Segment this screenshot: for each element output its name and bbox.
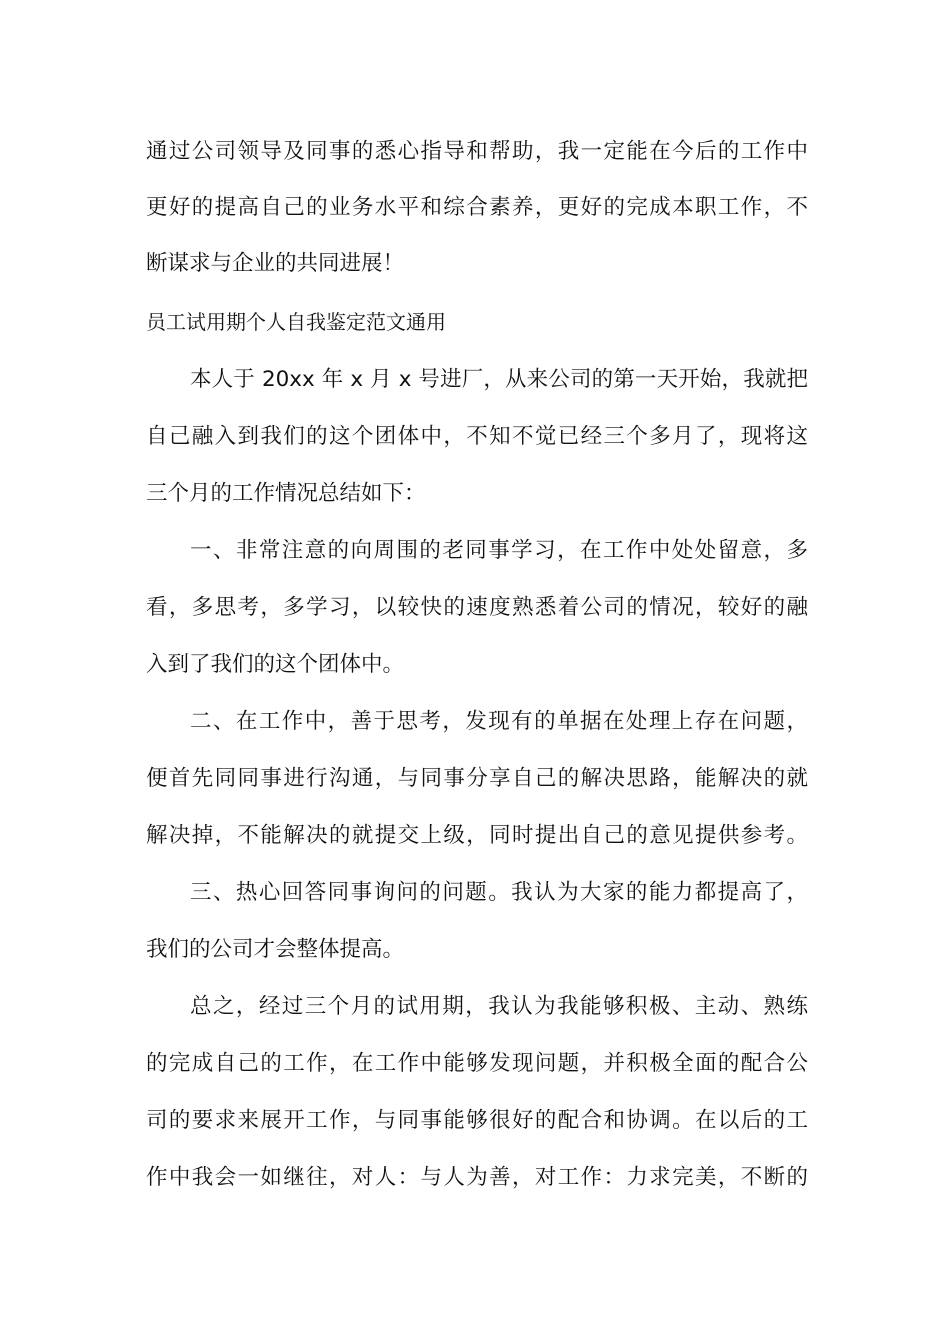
- text-line: 自己融入到我们的这个团体中，不知不觉已经三个多月了，现将这: [146, 424, 808, 449]
- text-line: 通过公司领导及同事的悉心指导和帮助，我一定能在今后的工作中: [146, 139, 808, 164]
- paragraph-first-line: 本人于 20xx 年 x 月 x 号进厂，从来公司的第一天开始，我就把: [190, 367, 808, 392]
- text-line: 断谋求与企业的共同进展！: [146, 251, 405, 276]
- paragraph-first-line: 一、非常注意的向周围的老同事学习，在工作中处处留意，多: [190, 538, 808, 563]
- paragraph-first-line: 总之，经过三个月的试用期，我认为我能够积极、主动、熟练: [190, 994, 808, 1019]
- text-line: 我们的公司才会整体提高。: [146, 937, 405, 962]
- text-line: 的完成自己的工作，在工作中能够发现问题，并积极全面的配合公: [146, 1051, 808, 1076]
- text-line: 看，多思考，多学习，以较快的速度熟悉着公司的情况，较好的融: [146, 595, 808, 620]
- text-line: 三个月的工作情况总结如下：: [146, 481, 426, 506]
- text-line: 入到了我们的这个团体中。: [146, 652, 405, 677]
- section-heading: 员工试用期个人自我鉴定范文通用: [146, 310, 446, 334]
- text-line: 便首先同同事进行沟通，与同事分享自己的解决思路，能解决的就: [146, 766, 808, 791]
- text-line: 作中我会一如继往，对人：与人为善，对工作：力求完美，不断的: [146, 1165, 808, 1190]
- text-line: 解决掉，不能解决的就提交上级，同时提出自己的意见提供参考。: [146, 823, 808, 848]
- text-line: 司的要求来展开工作，与同事能够很好的配合和协调。在以后的工: [146, 1108, 808, 1133]
- paragraph-first-line: 三、热心回答同事询问的问题。我认为大家的能力都提高了，: [190, 880, 808, 905]
- paragraph-first-line: 二、在工作中，善于思考，发现有的单据在处理上存在问题，: [190, 709, 808, 734]
- text-line: 更好的提高自己的业务水平和综合素养，更好的完成本职工作，不: [146, 195, 808, 220]
